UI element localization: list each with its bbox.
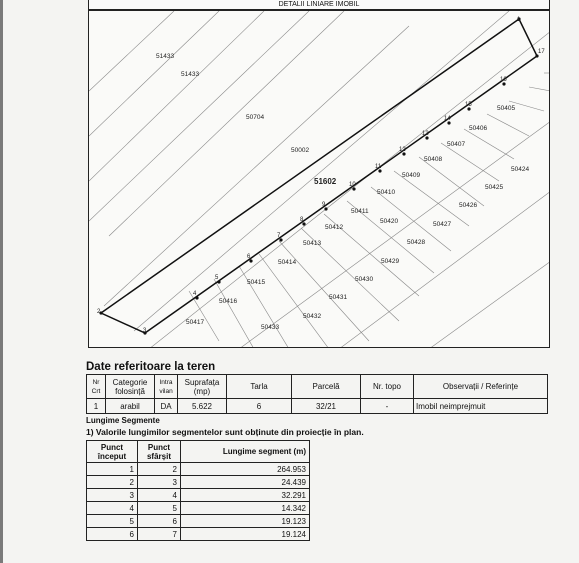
point-label: 15 — [465, 102, 472, 108]
parcel-label: 50405 — [497, 105, 516, 112]
parcel-label: 50432 — [303, 313, 322, 320]
table-row — [87, 515, 310, 528]
parcel-label: 50416 — [219, 298, 238, 305]
parcel-label: 50409 — [402, 172, 421, 179]
parcel-label: 50424 — [511, 166, 530, 173]
point-label: 10 — [349, 182, 356, 188]
cell-to: 4 — [138, 489, 181, 502]
cell-length: 19.124 — [181, 528, 310, 541]
parcel-label: 50426 — [459, 202, 478, 209]
cell-to: 2 — [138, 463, 181, 476]
cell-parcela: 32/21 — [292, 399, 361, 414]
page-edge — [0, 0, 3, 563]
land-table — [86, 374, 548, 414]
cell-area: 5.622 — [178, 399, 227, 414]
point-label: 14 — [444, 116, 451, 122]
point-label: 12 — [399, 147, 406, 153]
point-label: 6 — [247, 254, 251, 260]
col-length: Lungime segment (m) — [181, 441, 310, 463]
col-intravilan: Intra vilan — [155, 375, 178, 399]
cell-notes: Imobil neimprejmuit — [414, 399, 548, 414]
parcel-label: 50427 — [433, 221, 452, 228]
parcel-label: 50430 — [355, 276, 374, 283]
point-label: 7 — [277, 233, 281, 239]
parcel-label: 50417 — [186, 319, 205, 326]
cell-to: 7 — [138, 528, 181, 541]
plan-header: DETALII LINIARE IMOBIL — [88, 0, 550, 10]
col-parcela: Parcelă — [292, 375, 361, 399]
col-from: Punct început — [87, 441, 138, 463]
parcel-label: 50412 — [325, 224, 344, 231]
parcel-label: 50425 — [485, 184, 504, 191]
parcel-label: 50704 — [246, 114, 265, 121]
segments-table-header — [87, 441, 310, 463]
parcel-label: 50410 — [377, 189, 396, 196]
land-section-title: Date referitoare la teren — [86, 361, 216, 373]
parcel-label: 50431 — [329, 294, 348, 301]
parcel-label-main: 51602 — [314, 177, 337, 186]
segments-table — [86, 440, 310, 541]
cell-to: 5 — [138, 502, 181, 515]
parcel-label: 51433 — [181, 71, 200, 78]
parcel-label: 50429 — [381, 258, 400, 265]
cell-category: arabil — [106, 399, 155, 414]
cell-length: 32.291 — [181, 489, 310, 502]
table-row — [87, 502, 310, 515]
col-notes: Observații / Referințe — [414, 375, 548, 399]
point-label: 13 — [422, 131, 429, 137]
point-label: 3 — [143, 328, 147, 334]
cell-tarla: 6 — [227, 399, 292, 414]
parcel-label: 50408 — [424, 156, 443, 163]
segments-note: 1) Valorile lungimilor segmentelor sunt obținute din proiecție în plan. — [86, 427, 364, 437]
point-label: 8 — [300, 217, 304, 223]
table-row — [87, 463, 310, 476]
cell-from: 3 — [87, 489, 138, 502]
parcel-label: 50002 — [291, 147, 310, 154]
parcel-label: 50406 — [469, 125, 488, 132]
col-category: Categorie folosință — [106, 375, 155, 399]
cell-from: 4 — [87, 502, 138, 515]
table-row — [87, 528, 310, 541]
cell-nr: 1 — [87, 399, 106, 414]
point-label: 16 — [500, 77, 507, 83]
cell-from: 2 — [87, 476, 138, 489]
point-label: 17 — [538, 49, 545, 55]
parcel-label: 50433 — [261, 324, 280, 331]
parcel-label: 50420 — [380, 218, 399, 225]
land-table-header — [87, 375, 548, 399]
col-to: Punct sfârșit — [138, 441, 181, 463]
parcel-label: 50413 — [303, 240, 322, 247]
cell-length: 19.123 — [181, 515, 310, 528]
cell-to: 3 — [138, 476, 181, 489]
cadastral-plan — [88, 10, 550, 348]
point-label: 2 — [97, 309, 101, 315]
col-tarla: Tarla — [227, 375, 292, 399]
cell-length: 264.953 — [181, 463, 310, 476]
cell-topo: - — [361, 399, 414, 414]
parcel-label: 50407 — [447, 141, 466, 148]
col-area: Suprafața (mp) — [178, 375, 227, 399]
cell-length: 14.342 — [181, 502, 310, 515]
parcel-label: 50414 — [278, 259, 297, 266]
parcel-label: 50411 — [351, 208, 369, 215]
table-row — [87, 489, 310, 502]
cell-from: 1 — [87, 463, 138, 476]
parcel-label: 50415 — [247, 279, 266, 286]
point-label: 5 — [215, 275, 219, 281]
point-label: 11 — [375, 164, 382, 170]
point-label: 1 — [517, 17, 521, 23]
cell-length: 24.439 — [181, 476, 310, 489]
point-label: 9 — [322, 202, 326, 208]
cell-intravilan: DA — [155, 399, 178, 414]
col-topo: Nr. topo — [361, 375, 414, 399]
parcel-label: 51433 — [156, 53, 175, 60]
point-label: 4 — [193, 291, 197, 297]
cell-to: 6 — [138, 515, 181, 528]
parcel-label: 50428 — [407, 239, 426, 246]
segments-title: Lungime Segmente — [86, 416, 160, 425]
col-nr: Nr Crt — [87, 375, 106, 399]
table-row — [87, 399, 548, 414]
cell-from: 6 — [87, 528, 138, 541]
cell-from: 5 — [87, 515, 138, 528]
table-row — [87, 476, 310, 489]
